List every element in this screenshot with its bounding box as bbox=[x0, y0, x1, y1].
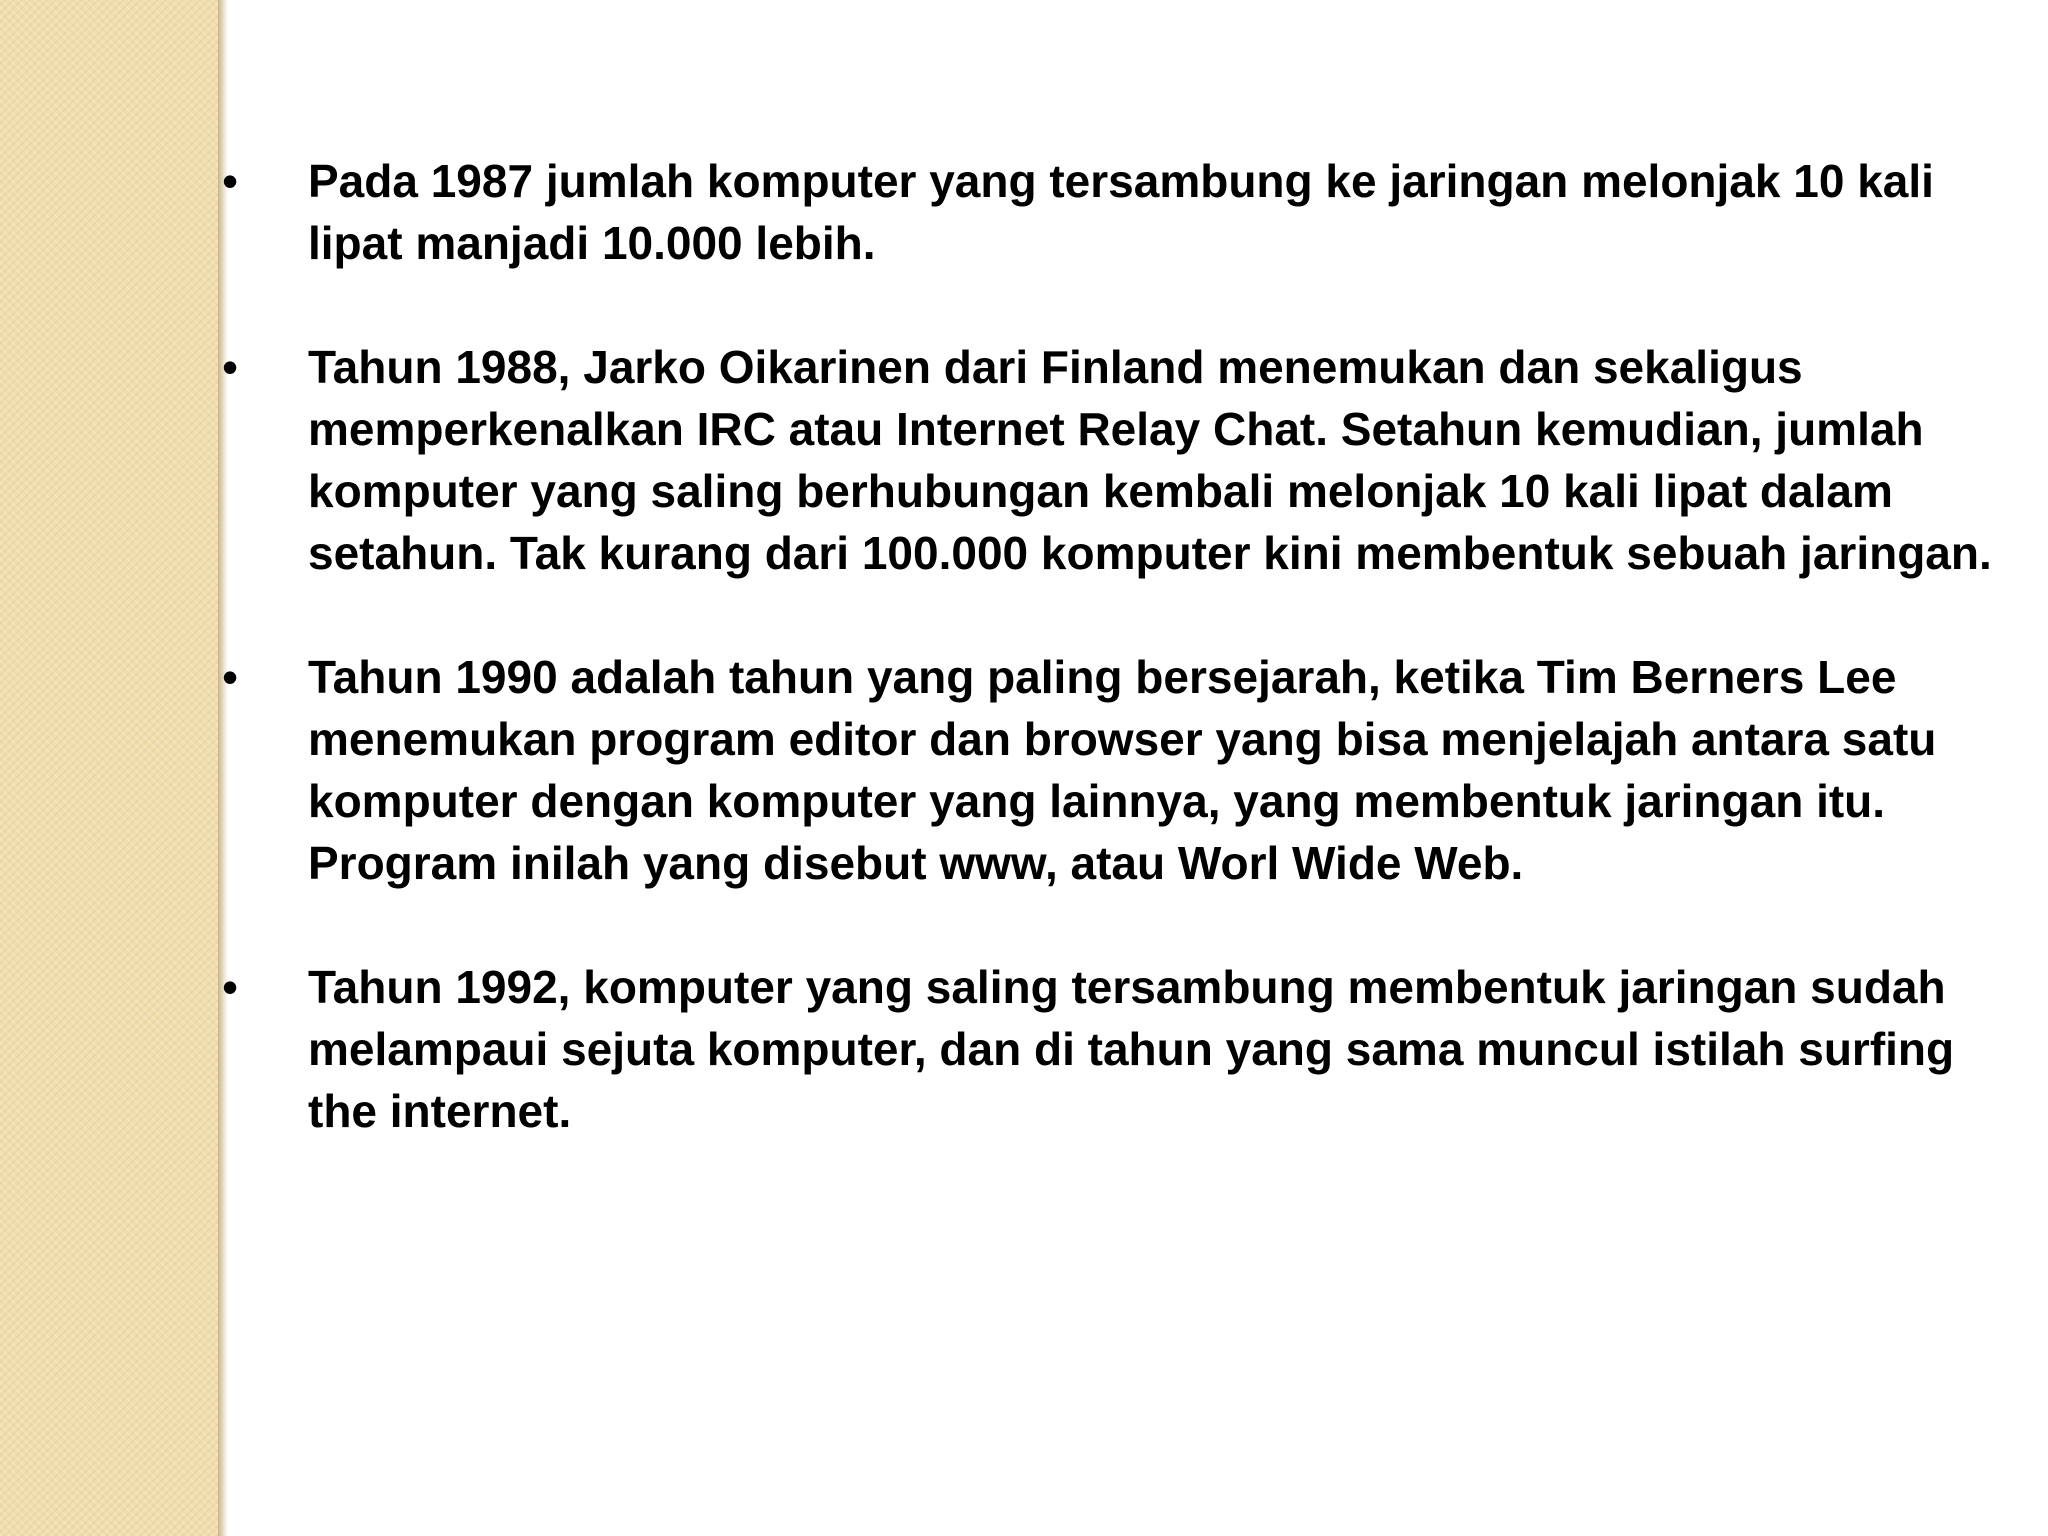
bullet-item-1990 bbox=[220, 646, 2010, 894]
bullet-item-1987 bbox=[220, 150, 2010, 274]
bullet-text: Tahun 1988, Jarko Oikarinen dari Finland menemukan dan sekaligus memperkenalkan IRC atau Internet Relay Chat. Setahun kemudian, jumlah komputer yang saling berhubungan kembali melonjak 10 kali lipat dalam setahun. Tak kurang dari 100.000 komputer kini membentuk sebuah jaringan. bbox=[308, 341, 1992, 579]
bullet-dot-icon: • bbox=[222, 651, 239, 703]
bullet-text: Pada 1987 jumlah komputer yang tersambung ke jaringan melonjak 10 kali lipat manjadi 10.000 lebih. bbox=[308, 155, 1934, 269]
bullet-list bbox=[220, 150, 2010, 1142]
bullet-item-1988 bbox=[220, 336, 2010, 584]
decorative-side-band bbox=[0, 0, 218, 1536]
bullet-dot-icon: • bbox=[222, 341, 239, 393]
bullet-dot-icon: • bbox=[222, 155, 239, 207]
bullet-text: Tahun 1990 adalah tahun yang paling bersejarah, ketika Tim Berners Lee menemukan program editor dan browser yang bisa menjelajah antara satu komputer dengan komputer yang lainnya, yang membentuk jaringan itu. Program inilah yang disebut www, atau Worl Wide Web. bbox=[308, 651, 1937, 889]
slide-content bbox=[220, 150, 2010, 1204]
bullet-dot-icon: • bbox=[222, 961, 239, 1013]
bullet-item-1992 bbox=[220, 956, 2010, 1142]
bullet-text: Tahun 1992, komputer yang saling tersambung membentuk jaringan sudah melampaui sejuta komputer, dan di tahun yang sama muncul istilah surfing the internet. bbox=[308, 961, 1955, 1137]
